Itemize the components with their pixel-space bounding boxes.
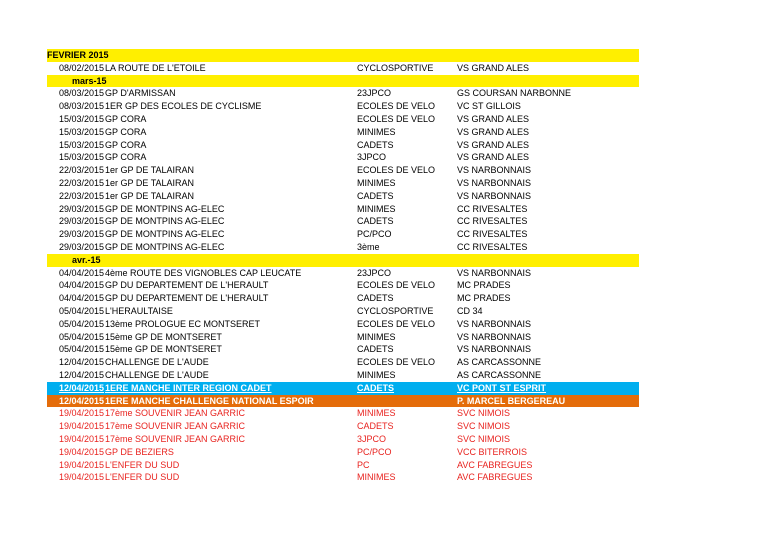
race-category: 23JPCO [357,88,392,99]
race-name: CHALLENGE DE L'AUDE [105,357,209,368]
race-club: VC ST GILLOIS [457,101,521,112]
race-row [47,343,639,356]
race-category: CADETS [357,344,394,355]
race-date: 12/04/2015 [59,395,105,406]
race-name: 17ème SOUVENIR JEAN GARRIC [105,433,246,444]
race-date: 15/03/2015 [59,139,105,150]
race-club: MC PRADES [457,280,511,291]
race-date: 08/02/2015 [59,62,105,73]
race-name: L'ENFER DU SUD [105,459,180,470]
race-name: 17ème SOUVENIR JEAN GARRIC [105,421,246,432]
race-category: CADETS [357,139,394,150]
race-date: 05/04/2015 [59,305,105,316]
race-date: 04/04/2015 [59,293,105,304]
race-club: P. MARCEL BERGEREAU [457,395,566,406]
race-club: CC RIVESALTES [457,241,528,252]
race-club: VS NARBONNAIS [457,318,532,329]
race-club: CC RIVESALTES [457,216,528,227]
race-category: CADETS [357,190,394,201]
race-category: CADETS [357,293,394,304]
month-header-row [47,75,639,88]
race-name: 1ERE MANCHE INTER REGION CADET [105,382,272,393]
race-date: 12/04/2015 [59,369,105,380]
race-name: L'ENFER DU SUD [105,472,180,483]
race-name: 1er GP DE TALAIRAN [105,190,195,201]
race-name: 1ERE MANCHE CHALLENGE NATIONAL ESPOIR [105,395,314,406]
race-category: MINIMES [357,331,396,342]
race-club: VS NARBONNAIS [457,267,532,278]
race-club: CC RIVESALTES [457,203,528,214]
race-category: ECOLES DE VELO [357,357,436,368]
race-date: 05/04/2015 [59,331,105,342]
race-row [47,215,639,228]
race-category: 3JPCO [357,152,387,163]
race-row [47,407,639,420]
race-club: VS NARBONNAIS [457,331,532,342]
race-name: GP DE BEZIERS [105,446,174,457]
race-category: CADETS [357,382,395,393]
race-date: 29/03/2015 [59,241,105,252]
race-row [47,62,639,75]
race-row [47,203,639,216]
race-club: AS CARCASSONNE [457,369,542,380]
race-club: AS CARCASSONNE [457,357,542,368]
race-list [47,62,639,484]
race-category: PC/PCO [357,229,392,240]
race-category: ECOLES DE VELO [357,113,436,124]
race-row [47,331,639,344]
title-row [47,49,639,62]
race-row [47,420,639,433]
race-row [47,100,639,113]
race-club: SVC NIMOIS [457,421,511,432]
race-date: 04/04/2015 [59,280,105,291]
race-category: ECOLES DE VELO [357,165,436,176]
race-row [47,228,639,241]
race-club: VC PONT ST ESPRIT [457,382,547,393]
race-name: 1er GP DE TALAIRAN [105,165,195,176]
race-date: 19/04/2015 [59,446,105,457]
race-club: CC RIVESALTES [457,229,528,240]
race-row [47,151,639,164]
race-club: VS GRAND ALES [457,113,530,124]
race-category: PC/PCO [357,446,392,457]
race-date: 12/04/2015 [59,382,105,393]
race-row [47,382,639,395]
race-row [47,446,639,459]
race-row [47,164,639,177]
race-category: MINIMES [357,472,396,483]
race-date: 04/04/2015 [59,267,105,278]
race-category: ECOLES DE VELO [357,280,436,291]
race-club: VS NARBONNAIS [457,344,532,355]
race-category: MINIMES [357,369,396,380]
race-category: ECOLES DE VELO [357,101,436,112]
race-row [47,459,639,472]
race-category: 3JPCO [357,433,387,444]
race-row [47,369,639,382]
race-category: MINIMES [357,203,396,214]
race-row [47,241,639,254]
race-row [47,177,639,190]
race-row [47,267,639,280]
race-club: SVC NIMOIS [457,433,511,444]
race-date: 05/04/2015 [59,344,105,355]
race-category: CADETS [357,421,394,432]
race-name: GP CORA [105,113,147,124]
race-name: GP CORA [105,126,147,137]
race-name: 15ème GP DE MONTSERET [105,331,222,342]
race-club: VS NARBONNAIS [457,165,532,176]
race-club: CD 34 [457,305,483,316]
race-date: 29/03/2015 [59,229,105,240]
race-name: 13ème PROLOGUE EC MONTSERET [105,318,261,329]
race-category: ECOLES DE VELO [357,318,436,329]
race-name: 4ème ROUTE DES VIGNOBLES CAP LEUCATE [105,267,302,278]
race-date: 15/03/2015 [59,113,105,124]
race-date: 08/03/2015 [59,88,105,99]
race-name: CHALLENGE DE L'AUDE [105,369,209,380]
race-name: 15ème GP DE MONTSERET [105,344,222,355]
race-club: AVC FABREGUES [457,459,533,470]
race-row [47,190,639,203]
race-date: 22/03/2015 [59,165,105,176]
race-club: VS GRAND ALES [457,62,530,73]
race-club: GS COURSAN NARBONNE [457,88,572,99]
race-date: 29/03/2015 [59,203,105,214]
race-club: VS NARBONNAIS [457,177,532,188]
month-label: mars-15 [72,75,107,86]
race-row [47,113,639,126]
race-row [47,395,639,408]
race-club: MC PRADES [457,293,511,304]
race-club: SVC NIMOIS [457,408,511,419]
race-row [47,126,639,139]
race-category: MINIMES [357,408,396,419]
race-name: GP DU DEPARTEMENT DE L'HERAULT [105,293,269,304]
race-date: 08/03/2015 [59,101,105,112]
race-date: 15/03/2015 [59,126,105,137]
race-row [47,356,639,369]
race-row [47,433,639,446]
page-title: FEVRIER 2015 [47,50,109,60]
race-row [47,305,639,318]
race-name: GP CORA [105,152,147,163]
race-name: 17ème SOUVENIR JEAN GARRIC [105,408,246,419]
race-date: 15/03/2015 [59,152,105,163]
race-category: CYCLOSPORTIVE [357,62,434,73]
race-date: 19/04/2015 [59,421,105,432]
race-name: GP DE MONTPINS AG-ELEC [105,241,225,252]
race-row [47,139,639,152]
race-date: 19/04/2015 [59,472,105,483]
race-name: GP CORA [105,139,147,150]
race-category: CADETS [357,216,394,227]
race-club: VS NARBONNAIS [457,190,532,201]
race-name: GP DE MONTPINS AG-ELEC [105,229,225,240]
race-club: VS GRAND ALES [457,152,530,163]
race-row [47,318,639,331]
race-category: MINIMES [357,177,396,188]
race-row [47,471,639,484]
race-club: VS GRAND ALES [457,126,530,137]
race-category: 23JPCO [357,267,392,278]
race-date: 05/04/2015 [59,318,105,329]
race-category: MINIMES [357,126,396,137]
race-row [47,292,639,305]
race-club: VCC BITERROIS [457,446,528,457]
race-date: 29/03/2015 [59,216,105,227]
race-name: GP DE MONTPINS AG-ELEC [105,203,225,214]
race-name: LA ROUTE DE L'ETOILE [105,62,206,73]
race-category: CYCLOSPORTIVE [357,305,434,316]
race-club: AVC FABREGUES [457,472,533,483]
race-name: GP D'ARMISSAN [105,88,176,99]
race-date: 22/03/2015 [59,177,105,188]
race-row [47,279,639,292]
race-date: 19/04/2015 [59,459,105,470]
race-name: GP DU DEPARTEMENT DE L'HERAULT [105,280,269,291]
race-date: 22/03/2015 [59,190,105,201]
race-name: 1er GP DE TALAIRAN [105,177,195,188]
month-label: avr.-15 [72,254,101,265]
race-club: VS GRAND ALES [457,139,530,150]
race-row [47,87,639,100]
race-name: GP DE MONTPINS AG-ELEC [105,216,225,227]
race-date: 19/04/2015 [59,408,105,419]
race-name: L'HERAULTAISE [105,305,173,316]
race-calendar-sheet [47,49,639,484]
month-header-row [47,254,639,267]
race-category: PC [357,459,370,470]
race-category: 3ème [357,241,380,252]
race-date: 12/04/2015 [59,357,105,368]
race-date: 19/04/2015 [59,433,105,444]
race-name: 1ER GP DES ECOLES DE CYCLISME [105,101,262,112]
